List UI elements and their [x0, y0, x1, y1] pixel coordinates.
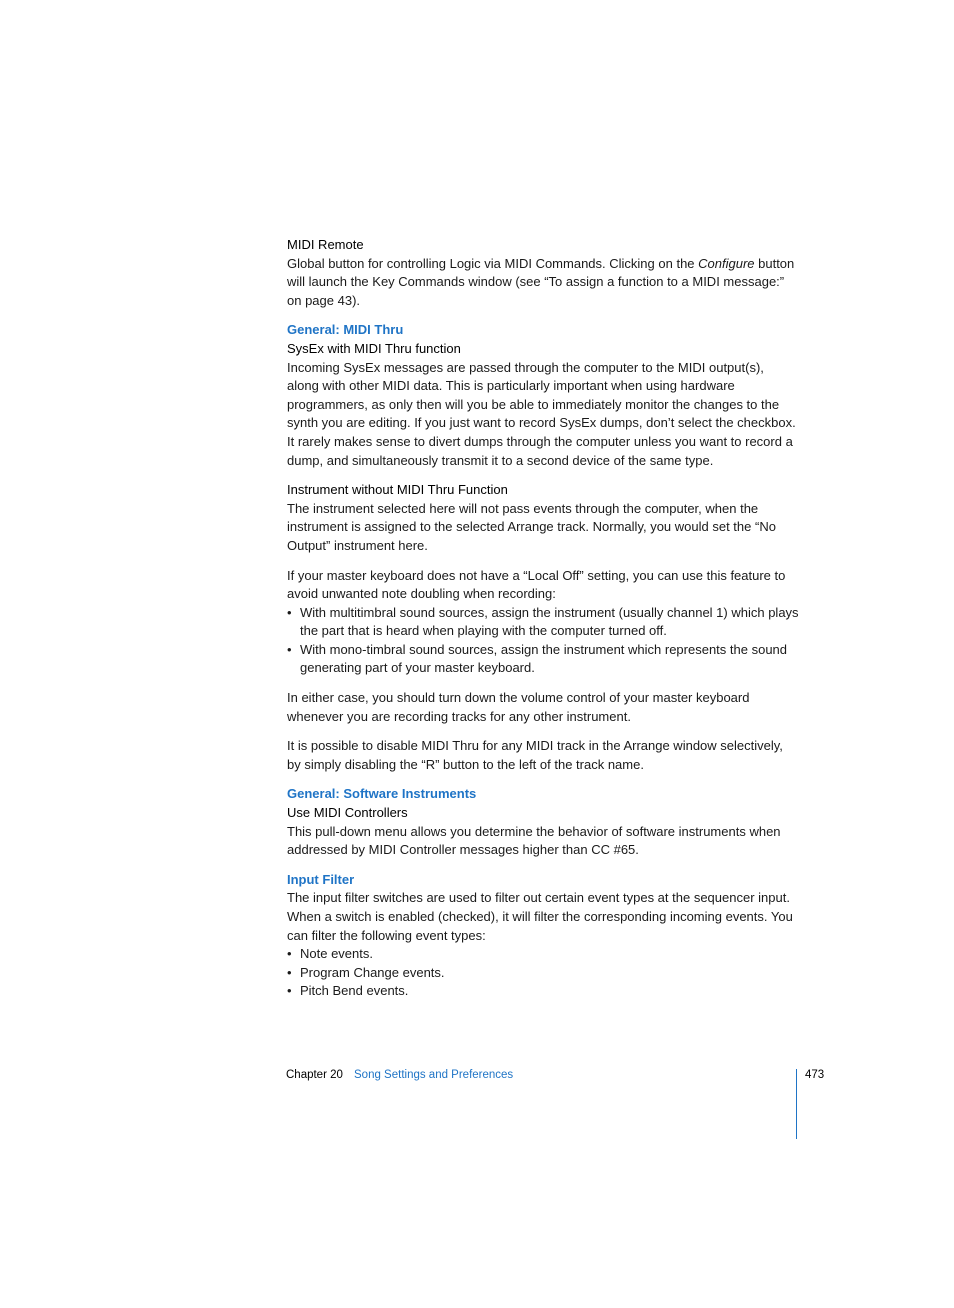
midi-remote-heading: MIDI Remote: [287, 237, 364, 252]
footer-chapter-title: Song Settings and Preferences: [354, 1069, 514, 1081]
input-filter-text: The input filter switches are used to filter out certain event types at the sequencer input. When a switch is enabled (checked), it will filter the corresponding incoming events. You can filter the following event types:: [287, 890, 793, 943]
footer-divider: [796, 1069, 797, 1139]
instrument-heading: Instrument without MIDI Thru Function: [287, 482, 508, 498]
either-case-text: In either case, you should turn down the volume control of your master keyboard whenever you are recording tracks for any other instrument.: [287, 690, 750, 724]
bullet-icon: •: [287, 641, 292, 657]
bullet-icon: •: [287, 964, 292, 980]
midi-thru-bullet-list: [287, 604, 799, 678]
bullet-icon: •: [287, 983, 292, 999]
page-number: 473: [805, 1069, 825, 1081]
use-midi-controllers-text: This pull-down menu allows you determine the behavior of software instruments when addressed by MIDI Controller messages higher than CC #65.: [287, 823, 781, 858]
list-item: [287, 982, 799, 1001]
bullet-icon: •: [287, 604, 292, 620]
footer-chapter-label: Chapter 20: [286, 1069, 343, 1081]
midi-remote-text-part: button will launch the Key Commands window (see “To assign a function to a MIDI message:” on page 43).: [287, 255, 795, 308]
midi-remote-text: [287, 255, 799, 311]
list-item-text: Note events.: [300, 946, 373, 962]
list-item: [287, 641, 799, 678]
input-filter-bullet-list: [287, 945, 799, 1001]
sysex-heading: SysEx with MIDI Thru function: [287, 340, 461, 356]
midi-thru-section-title: General: MIDI Thru: [287, 322, 404, 338]
bullet-icon: •: [287, 946, 292, 962]
configure-button-name: Configure: [698, 255, 755, 271]
list-item: [287, 945, 799, 964]
sysex-text: Incoming SysEx messages are passed through the computer to the MIDI output(s), along with other MIDI data. This is particularly important when using hardware programmers, as only then will you be able to immediately monitor the changes to the synth you are editing. If you just want to record SysEx dumps, don’t select the checkbox. It rarely makes sense to divert dumps through the computer unless you want to record a dump, and simultaneously transmit it to a second device of the same type.: [287, 359, 796, 468]
instrument-text: The instrument selected here will not pass events through the computer, when the instrument is assigned to the selected Arrange track. Normally, you would set the “No Output” instrument here.: [287, 500, 776, 553]
list-item-text: With multitimbral sound sources, assign the instrument (usually channel 1) which plays the part that is heard when playing with the computer turned off.: [300, 604, 799, 639]
list-item-text: Pitch Bend events.: [300, 983, 409, 999]
list-item: [287, 604, 799, 641]
list-item: [287, 964, 799, 983]
disable-midi-thru-text: It is possible to disable MIDI Thru for any MIDI track in the Arrange window selectively, by simply disabling the “R” button to the left of the track name.: [287, 738, 783, 772]
use-midi-controllers-heading: Use MIDI Controllers: [287, 805, 408, 821]
input-filter-section-title: Input Filter: [287, 871, 355, 887]
page-content: [287, 236, 799, 1001]
list-item-text: Program Change events.: [300, 964, 445, 980]
software-instruments-section-title: General: Software Instruments: [287, 786, 477, 802]
local-off-text: If your master keyboard does not have a “Local Off” setting, you can use this feature to avoid unwanted note doubling when recording:: [287, 567, 786, 602]
list-item-text: With mono-timbral sound sources, assign the instrument which represents the sound generating part of your master keyboard.: [300, 641, 788, 676]
midi-remote-text-part: Global button for controlling Logic via MIDI Commands. Clicking on the: [287, 255, 699, 271]
